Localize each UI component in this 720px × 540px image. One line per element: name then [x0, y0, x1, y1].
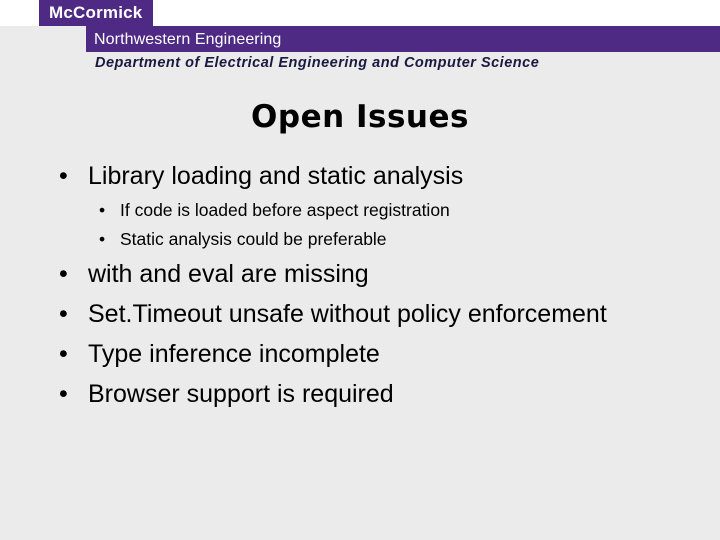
bullet-item	[58, 258, 678, 291]
bullet-dot: •	[99, 200, 106, 220]
bullet-item	[58, 338, 678, 371]
slide-title: Open Issues	[251, 99, 469, 135]
bullet-text: Library loading and static analysis	[88, 162, 464, 190]
bullet-text: Browser support is required	[88, 380, 394, 408]
bullet-text: Type inference incomplete	[88, 340, 380, 368]
bullet-dot: •	[59, 260, 68, 288]
sub-bullet-item	[58, 196, 678, 225]
bullet-dot: •	[59, 300, 68, 328]
bullet-item	[58, 160, 678, 254]
sub-bullet-text: Static analysis could be preferable	[120, 229, 387, 249]
bullet-dot: •	[59, 380, 68, 408]
bullet-item	[58, 298, 678, 331]
bullet-dot: •	[59, 162, 68, 190]
bullet-dot: •	[99, 229, 106, 249]
department-line: Department of Electrical Engineering and Computer Science	[95, 55, 540, 71]
bullet-dot: •	[59, 340, 68, 368]
sub-bullet-item	[58, 225, 678, 254]
sub-bullet-text: If code is loaded before aspect registration	[120, 200, 450, 220]
bullet-text: Set.Timeout unsafe without policy enforcement	[88, 300, 607, 328]
northwestern-engineering-label: Northwestern Engineering	[94, 31, 282, 48]
bullet-item	[58, 378, 678, 411]
mccormick-logo: McCormick	[39, 0, 153, 26]
bullet-list	[58, 160, 678, 411]
sub-bullet-list	[88, 196, 678, 254]
bullet-text: with and eval are missing	[88, 260, 369, 288]
